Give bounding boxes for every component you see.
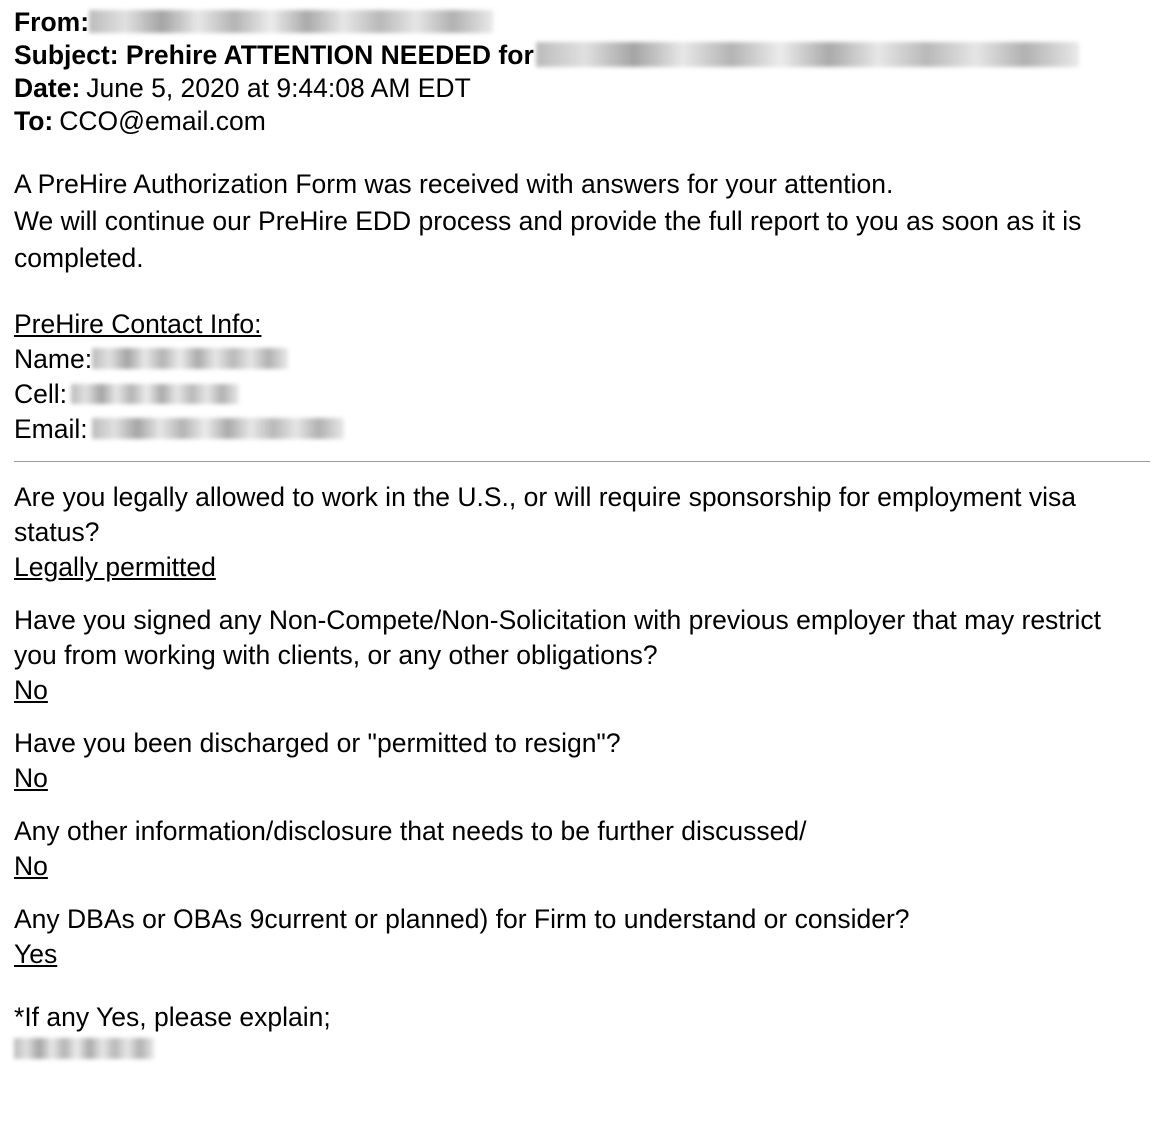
explain-label: *If any Yes, please explain;: [14, 1002, 331, 1032]
contact-name-value-redacted: [92, 348, 288, 369]
to-label: To:: [14, 106, 54, 136]
email-from-line: [14, 6, 1150, 39]
answer-text: No: [14, 675, 48, 705]
explain-value-container: [14, 1039, 1150, 1060]
question-text: Have you signed any Non-Compete/Non-Solicitation with previous employer that may restrict you from working with clients, or any other obligations?: [14, 605, 1101, 670]
contact-cell-label: Cell:: [14, 379, 68, 409]
email-date-line: [14, 72, 1150, 105]
contact-name-label: Name:: [14, 344, 93, 374]
contact-email-value-redacted: [92, 418, 344, 439]
explain-value-redacted: [14, 1038, 154, 1059]
from-label: From:: [14, 7, 90, 37]
contact-email-label: Email:: [14, 414, 88, 444]
date-label: Date:: [14, 73, 81, 103]
subject-value-redacted: [536, 42, 1079, 67]
qa-item: [14, 726, 1150, 796]
qa-item: [14, 603, 1150, 708]
date-value: June 5, 2020 at 9:44:08 AM EDT: [86, 73, 471, 103]
contact-cell-value-redacted: [71, 384, 239, 404]
question-text: Any other information/disclosure that needs to be further discussed/: [14, 816, 807, 846]
intro-line-2: We will continue our PreHire EDD process and provide the full report to you as soon as it is completed.: [14, 206, 1082, 273]
contact-email-line: [14, 412, 1150, 447]
question-text: Have you been discharged or "permitted to resign"?: [14, 728, 621, 758]
section-divider: [14, 461, 1150, 462]
answer-text: No: [14, 763, 48, 793]
qa-item: [14, 480, 1150, 585]
contact-section-title: PreHire Contact Info:: [14, 309, 262, 339]
intro-line-1: A PreHire Authorization Form was received with answers for your attention.: [14, 169, 894, 199]
from-value-redacted: [89, 10, 493, 33]
subject-label: Subject: Prehire ATTENTION NEEDED for: [14, 40, 534, 70]
email-to-line: [14, 105, 1150, 138]
qa-item: [14, 814, 1150, 884]
question-text: Any DBAs or OBAs 9current or planned) for Firm to understand or consider?: [14, 904, 910, 934]
to-value: CCO@email.com: [59, 106, 266, 136]
contact-cell-line: [14, 377, 1150, 412]
answer-text: Yes: [14, 939, 58, 969]
answer-text: No: [14, 851, 48, 881]
question-text: Are you legally allowed to work in the U.S., or will require sponsorship for employment visa status?: [14, 482, 1076, 547]
qa-item: [14, 902, 1150, 972]
contact-name-line: [14, 342, 1150, 377]
email-subject-line: [14, 39, 1150, 72]
intro-paragraph: [14, 166, 1150, 277]
answer-text: Legally permitted: [14, 552, 216, 582]
